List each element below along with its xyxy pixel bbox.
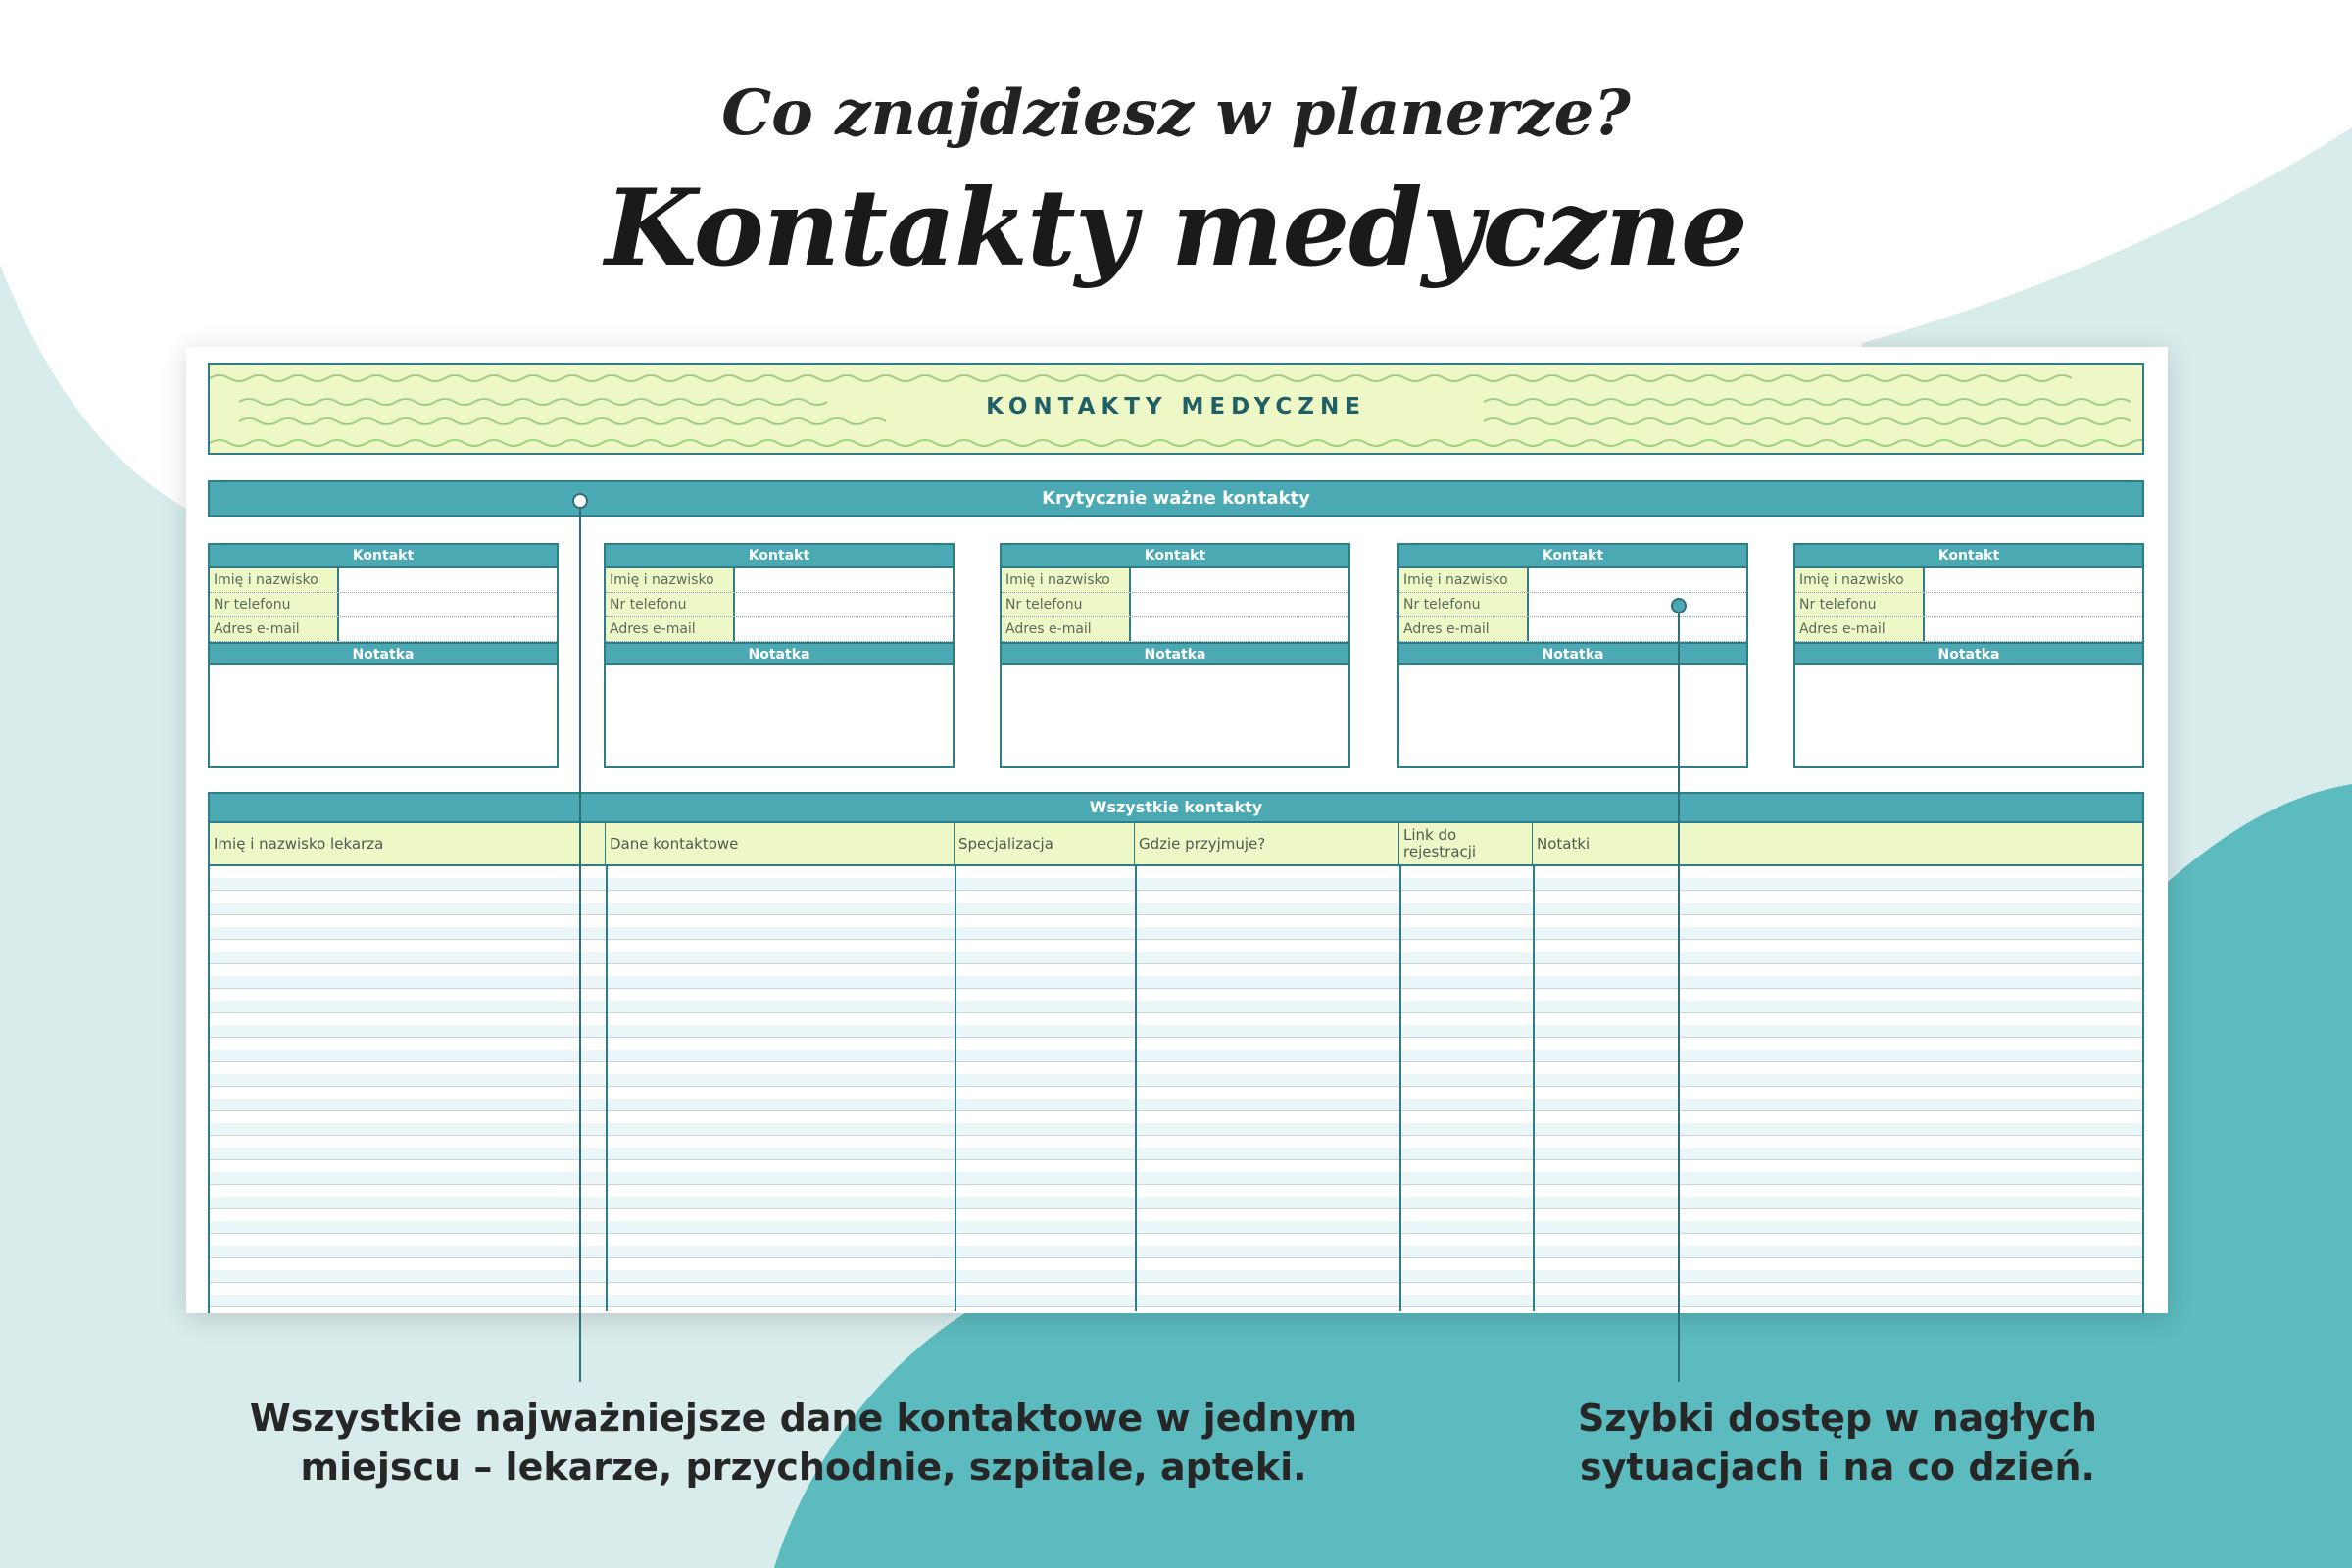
callout-dot-left <box>572 493 588 509</box>
note-field[interactable] <box>1002 665 1348 764</box>
note-header: Notatka <box>606 642 953 665</box>
col-notes: Notatki <box>1533 823 1680 864</box>
callout-dot-right <box>1671 598 1687 613</box>
caption-left: Wszystkie najważniejsze dane kontaktowe w jednym miejscu – lekarze, przychodnie, szpitale, apteki. <box>249 1396 1358 1489</box>
caption-right: Szybki dostęp w nagłych sytuacjach i na co dzień. <box>1578 1396 2097 1489</box>
email-label: Adres e-mail <box>606 617 735 641</box>
col-doctor-name: Imię i nazwisko lekarza <box>210 823 606 864</box>
note-header: Notatka <box>1002 642 1348 665</box>
table-rows <box>210 866 2142 1311</box>
col-registration-link: Link do rejestracji <box>1399 823 1533 864</box>
email-label: Adres e-mail <box>1002 617 1131 641</box>
sheet-banner <box>208 363 2144 455</box>
callout-line-right <box>1678 606 1680 1382</box>
contact-card-2 <box>604 543 955 768</box>
card-header: Kontakt <box>606 545 953 568</box>
name-label: Imię i nazwisko <box>1795 568 1925 592</box>
promo-subtitle: Co znajdziesz w planerze? <box>721 76 1631 150</box>
name-field[interactable] <box>1131 568 1348 592</box>
contact-card-5 <box>1793 543 2144 768</box>
note-field[interactable] <box>606 665 953 764</box>
card-header: Kontakt <box>210 545 557 568</box>
phone-field[interactable] <box>1131 593 1348 616</box>
phone-label: Nr telefonu <box>1002 593 1131 616</box>
email-field[interactable] <box>1925 617 2142 641</box>
card-header: Kontakt <box>1002 545 1348 568</box>
phone-field[interactable] <box>1925 593 2142 616</box>
column-divider <box>606 866 608 1311</box>
phone-field[interactable] <box>1529 593 1746 616</box>
name-field[interactable] <box>339 568 557 592</box>
column-divider <box>1533 866 1535 1311</box>
phone-label: Nr telefonu <box>1399 593 1529 616</box>
card-header: Kontakt <box>1399 545 1746 568</box>
email-field[interactable] <box>1529 617 1746 641</box>
column-divider <box>1399 866 1401 1311</box>
all-contacts-table <box>208 792 2144 1313</box>
callout-line-left <box>579 500 581 1382</box>
phone-label: Nr telefonu <box>210 593 339 616</box>
note-field[interactable] <box>1399 665 1746 764</box>
phone-label: Nr telefonu <box>606 593 735 616</box>
name-field[interactable] <box>1925 568 2142 592</box>
critical-contacts-header: Krytycznie ważne kontakty <box>208 480 2144 517</box>
name-label: Imię i nazwisko <box>210 568 339 592</box>
email-field[interactable] <box>735 617 953 641</box>
name-label: Imię i nazwisko <box>606 568 735 592</box>
column-divider <box>955 866 956 1311</box>
phone-label: Nr telefonu <box>1795 593 1925 616</box>
column-divider <box>1135 866 1137 1311</box>
note-header: Notatka <box>1399 642 1746 665</box>
email-field[interactable] <box>1131 617 1348 641</box>
email-label: Adres e-mail <box>1399 617 1529 641</box>
email-label: Adres e-mail <box>1795 617 1925 641</box>
email-field[interactable] <box>339 617 557 641</box>
contact-card-1 <box>208 543 559 768</box>
col-location: Gdzie przyjmuje? <box>1135 823 1399 864</box>
all-contacts-header: Wszystkie kontakty <box>210 792 2142 823</box>
note-header: Notatka <box>210 642 557 665</box>
table-header-row <box>210 823 2142 866</box>
note-header: Notatka <box>1795 642 2142 665</box>
table-body[interactable] <box>210 866 2142 1311</box>
name-field[interactable] <box>735 568 953 592</box>
promo-title: Kontakty medyczne <box>605 167 1747 290</box>
planner-sheet <box>186 347 2168 1313</box>
contact-card-3 <box>1000 543 1350 768</box>
phone-field[interactable] <box>339 593 557 616</box>
note-field[interactable] <box>1795 665 2142 764</box>
card-header: Kontakt <box>1795 545 2142 568</box>
name-label: Imię i nazwisko <box>1002 568 1131 592</box>
name-field[interactable] <box>1529 568 1746 592</box>
email-label: Adres e-mail <box>210 617 339 641</box>
col-contact-details: Dane kontaktowe <box>606 823 955 864</box>
phone-field[interactable] <box>735 593 953 616</box>
contact-card-4 <box>1397 543 1748 768</box>
col-specialization: Specjalizacja <box>955 823 1135 864</box>
name-label: Imię i nazwisko <box>1399 568 1529 592</box>
banner-title: KONTAKTY MEDYCZNE <box>986 394 1366 419</box>
note-field[interactable] <box>210 665 557 764</box>
